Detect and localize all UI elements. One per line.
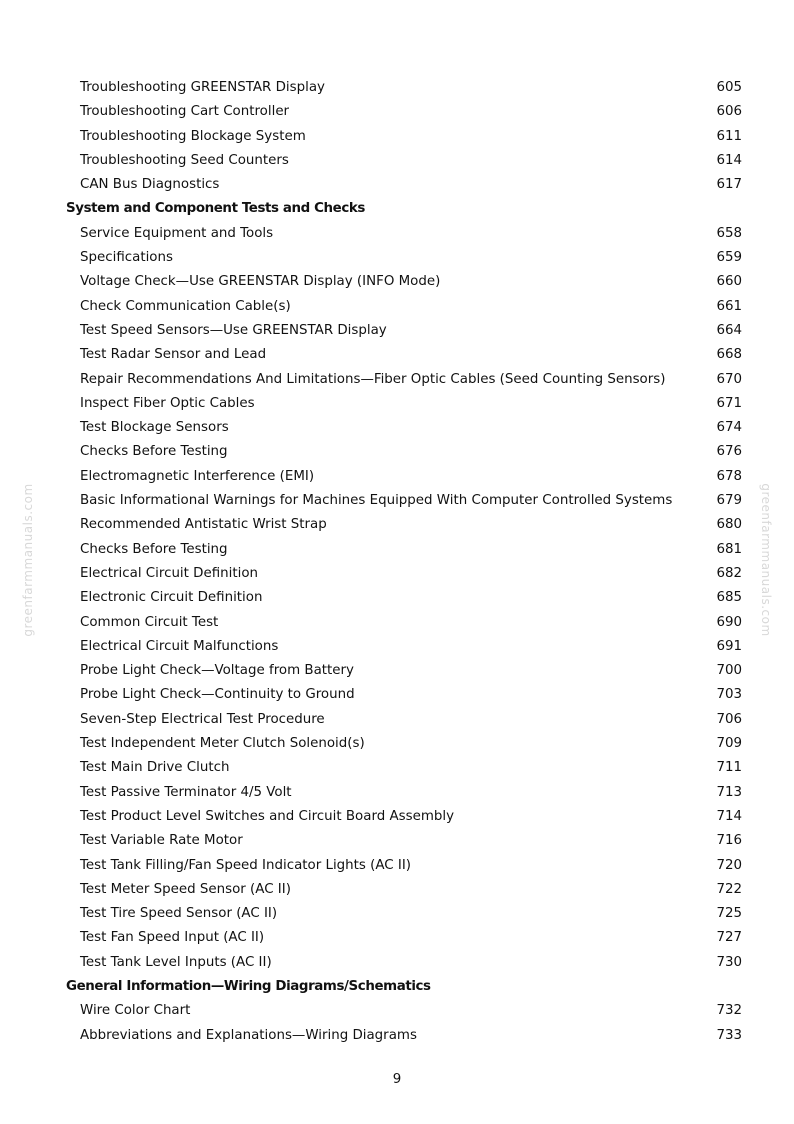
toc-entry[interactable] [66, 489, 742, 513]
table-of-contents [66, 76, 742, 1048]
toc-entry-title: Basic Informational Warnings for Machines Equipped With Computer Controlled Systems [80, 493, 673, 509]
watermark-right: greenfarmmanuals.com [759, 483, 773, 637]
toc-entry-page: 617 [716, 177, 742, 193]
toc-entry[interactable] [66, 295, 742, 319]
toc-entry-title: Recommended Antistatic Wrist Strap [80, 517, 327, 533]
toc-entry[interactable] [66, 951, 742, 975]
toc-entry-page: 679 [716, 493, 742, 509]
toc-entry[interactable] [66, 805, 742, 829]
toc-entry-page: 606 [716, 104, 742, 120]
toc-entry[interactable] [66, 683, 742, 707]
toc-entry-page: 709 [716, 736, 742, 752]
toc-entry[interactable] [66, 1024, 742, 1048]
toc-entry[interactable] [66, 999, 742, 1023]
watermark-left: greenfarmmanuals.com [21, 483, 35, 637]
toc-entry-title: Test Passive Terminator 4/5 Volt [80, 784, 292, 800]
toc-entry[interactable] [66, 635, 742, 659]
toc-entry-page: 611 [716, 128, 742, 144]
toc-entry-title: System and Component Tests and Checks [66, 201, 365, 217]
toc-entry-page: 685 [716, 590, 742, 606]
toc-entry-title: Troubleshooting Blockage System [80, 128, 306, 144]
toc-entry-page: 690 [716, 614, 742, 630]
toc-entry[interactable] [66, 781, 742, 805]
toc-entry-title: Test Main Drive Clutch [80, 760, 230, 776]
toc-entry-page: 670 [716, 371, 742, 387]
toc-entry[interactable] [66, 246, 742, 270]
toc-entry[interactable] [66, 319, 742, 343]
toc-entry[interactable] [66, 125, 742, 149]
toc-entry-page: 674 [716, 420, 742, 436]
toc-entry-title: Troubleshooting GREENSTAR Display [80, 80, 325, 95]
toc-entry[interactable] [66, 611, 742, 635]
toc-entry-title: Test Fan Speed Input (AC II) [80, 930, 265, 946]
toc-entry[interactable] [66, 854, 742, 878]
toc-entry-title: Check Communication Cable(s) [80, 298, 291, 314]
toc-entry[interactable] [66, 732, 742, 756]
toc-entry-title: Test Tire Speed Sensor (AC II) [80, 906, 278, 922]
toc-entry-page: 700 [716, 663, 742, 679]
toc-entry-title: Voltage Check—Use GREENSTAR Display (INFO Mode) [80, 274, 441, 290]
toc-entry[interactable] [66, 538, 742, 562]
toc-entry-title: General Information—Wiring Diagrams/Schematics [66, 978, 431, 994]
toc-entry-page: 713 [716, 784, 742, 800]
toc-entry[interactable] [66, 173, 742, 197]
toc-entry-title: Test Tank Filling/Fan Speed Indicator Lights (AC II) [80, 857, 412, 873]
toc-entry-title: Electronic Circuit Definition [80, 590, 263, 606]
toc-entry-title: Troubleshooting Cart Controller [80, 104, 290, 120]
toc-entry[interactable] [66, 270, 742, 294]
toc-entry-page: 703 [716, 687, 742, 703]
toc-entry-page: 706 [716, 711, 742, 727]
toc-entry-title: Specifications [80, 250, 173, 266]
toc-entry-title: Repair Recommendations And Limitations—Fiber Optic Cables (Seed Counting Sensors) [80, 371, 666, 387]
toc-entry[interactable] [66, 562, 742, 586]
toc-entry-title: Test Tank Level Inputs (AC II) [80, 954, 272, 970]
toc-section-heading [66, 975, 742, 999]
page-number: 9 [392, 1072, 402, 1087]
toc-entry-page: 668 [716, 347, 742, 363]
toc-entry-title: Test Speed Sensors—Use GREENSTAR Display [80, 322, 387, 338]
toc-entry-page: 681 [716, 541, 742, 557]
toc-entry-title: Seven-Step Electrical Test Procedure [80, 711, 325, 727]
toc-entry-title: Inspect Fiber Optic Cables [80, 395, 255, 411]
toc-entry-page: 661 [716, 298, 742, 314]
toc-entry-title: Electromagnetic Interference (EMI) [80, 468, 315, 484]
toc-entry-page: 725 [716, 906, 742, 922]
toc-entry-title: Service Equipment and Tools [80, 225, 274, 241]
toc-entry-page: 730 [716, 954, 742, 970]
toc-entry-title: Test Independent Meter Clutch Solenoid(s) [80, 736, 365, 752]
toc-entry-title: Test Radar Sensor and Lead [80, 347, 267, 363]
toc-entry-page: 614 [716, 152, 742, 168]
toc-entry-title: Probe Light Check—Voltage from Battery [80, 663, 354, 679]
toc-entry-page: 678 [716, 468, 742, 484]
toc-entry-page: 680 [716, 517, 742, 533]
toc-entry-title: Checks Before Testing [80, 541, 228, 557]
toc-entry-page: 720 [716, 857, 742, 873]
toc-entry[interactable] [66, 586, 742, 610]
toc-entry[interactable] [66, 368, 742, 392]
toc-entry-page: 733 [716, 1027, 742, 1043]
toc-entry[interactable] [66, 708, 742, 732]
toc-entry-page: 711 [716, 760, 742, 776]
toc-entry-page: 691 [716, 638, 742, 654]
toc-entry-title: Troubleshooting Seed Counters [80, 152, 289, 168]
toc-entry[interactable] [66, 100, 742, 124]
toc-entry[interactable] [66, 756, 742, 780]
toc-entry-page: 682 [716, 565, 742, 581]
toc-entry[interactable] [66, 343, 742, 367]
toc-entry[interactable] [66, 513, 742, 537]
toc-entry[interactable] [66, 878, 742, 902]
toc-entry-title: Test Blockage Sensors [80, 420, 229, 436]
toc-entry-title: Wire Color Chart [80, 1003, 191, 1019]
toc-entry-page: 664 [716, 322, 742, 338]
toc-entry-page: 660 [716, 274, 742, 290]
toc-entry-title: Electrical Circuit Definition [80, 565, 259, 581]
toc-entry-page: 676 [716, 444, 742, 460]
toc-entry[interactable] [66, 149, 742, 173]
toc-entry-page: 732 [716, 1003, 742, 1019]
toc-entry-page: 658 [716, 225, 742, 241]
toc-entry-title: Test Product Level Switches and Circuit Board Assembly [80, 808, 455, 824]
toc-entry-title: CAN Bus Diagnostics [80, 177, 220, 193]
toc-entry-page: 716 [716, 833, 742, 849]
toc-entry[interactable] [66, 416, 742, 440]
toc-entry[interactable] [66, 222, 742, 246]
toc-entry-page: 722 [716, 881, 742, 897]
toc-entry[interactable] [66, 829, 742, 853]
toc-entry-title: Test Variable Rate Motor [80, 833, 243, 849]
toc-entry-page: 605 [716, 80, 742, 95]
toc-entry[interactable] [66, 76, 742, 100]
toc-entry-title: Electrical Circuit Malfunctions [80, 638, 279, 654]
toc-entry-title: Checks Before Testing [80, 444, 228, 460]
toc-entry-title: Probe Light Check—Continuity to Ground [80, 687, 355, 703]
toc-entry[interactable] [66, 440, 742, 464]
toc-entry-page: 714 [716, 808, 742, 824]
toc-entry-page: 727 [716, 930, 742, 946]
toc-entry-title: Test Meter Speed Sensor (AC II) [80, 881, 291, 897]
toc-entry[interactable] [66, 392, 742, 416]
toc-entry[interactable] [66, 902, 742, 926]
toc-entry-page: 659 [716, 250, 742, 266]
toc-entry-page: 671 [716, 395, 742, 411]
toc-section-heading [66, 197, 742, 221]
toc-entry-title: Common Circuit Test [80, 614, 219, 630]
toc-entry[interactable] [66, 926, 742, 950]
toc-entry-title: Abbreviations and Explanations—Wiring Diagrams [80, 1027, 417, 1043]
toc-entry[interactable] [66, 659, 742, 683]
toc-entry[interactable] [66, 465, 742, 489]
